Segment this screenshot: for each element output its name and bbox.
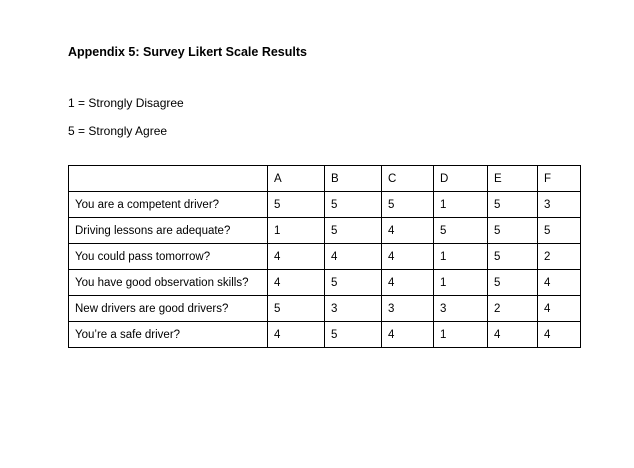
- score-cell: 4: [488, 322, 538, 348]
- column-header-a: A: [268, 166, 325, 192]
- table-row: [69, 218, 581, 244]
- score-cell: 5: [488, 270, 538, 296]
- score-cell: 5: [434, 218, 488, 244]
- question-cell: New drivers are good drivers?: [69, 296, 268, 322]
- score-cell: 4: [268, 322, 325, 348]
- score-cell: 5: [325, 192, 382, 218]
- score-cell: 5: [325, 218, 382, 244]
- score-cell: 3: [434, 296, 488, 322]
- table-row: [69, 244, 581, 270]
- score-cell: 3: [538, 192, 581, 218]
- score-cell: 5: [325, 270, 382, 296]
- score-cell: 2: [488, 296, 538, 322]
- score-cell: 5: [538, 218, 581, 244]
- header-corner-cell: [69, 166, 268, 192]
- page-title: Appendix 5: Survey Likert Scale Results: [68, 45, 307, 59]
- score-cell: 1: [434, 192, 488, 218]
- score-cell: 1: [434, 322, 488, 348]
- table-row: [69, 296, 581, 322]
- score-cell: 4: [538, 270, 581, 296]
- score-cell: 5: [268, 192, 325, 218]
- table-header-row: [69, 166, 581, 192]
- question-cell: You are a competent driver?: [69, 192, 268, 218]
- column-header-f: F: [538, 166, 581, 192]
- question-cell: You could pass tomorrow?: [69, 244, 268, 270]
- score-cell: 5: [488, 192, 538, 218]
- score-cell: 1: [434, 244, 488, 270]
- score-cell: 5: [325, 322, 382, 348]
- legend-strongly-agree: 5 = Strongly Agree: [68, 124, 168, 138]
- table-row: [69, 192, 581, 218]
- score-cell: 5: [488, 218, 538, 244]
- score-cell: 2: [538, 244, 581, 270]
- table-row: [69, 270, 581, 296]
- score-cell: 4: [382, 218, 434, 244]
- question-cell: You have good observation skills?: [69, 270, 268, 296]
- table-row: [69, 322, 581, 348]
- score-cell: 1: [434, 270, 488, 296]
- score-cell: 5: [488, 244, 538, 270]
- score-cell: 4: [268, 270, 325, 296]
- score-cell: 4: [268, 244, 325, 270]
- column-header-c: C: [382, 166, 434, 192]
- column-header-b: B: [325, 166, 382, 192]
- score-cell: 4: [382, 244, 434, 270]
- score-cell: 4: [382, 270, 434, 296]
- question-cell: Driving lessons are adequate?: [69, 218, 268, 244]
- column-header-d: D: [434, 166, 488, 192]
- score-cell: 4: [538, 296, 581, 322]
- score-cell: 5: [268, 296, 325, 322]
- question-cell: You’re a safe driver?: [69, 322, 268, 348]
- score-cell: 3: [325, 296, 382, 322]
- score-cell: 4: [382, 322, 434, 348]
- score-cell: 1: [268, 218, 325, 244]
- score-cell: 5: [382, 192, 434, 218]
- legend-strongly-disagree: 1 = Strongly Disagree: [68, 96, 184, 110]
- score-cell: 3: [382, 296, 434, 322]
- score-cell: 4: [325, 244, 382, 270]
- score-cell: 4: [538, 322, 581, 348]
- likert-results-table: [68, 165, 581, 348]
- column-header-e: E: [488, 166, 538, 192]
